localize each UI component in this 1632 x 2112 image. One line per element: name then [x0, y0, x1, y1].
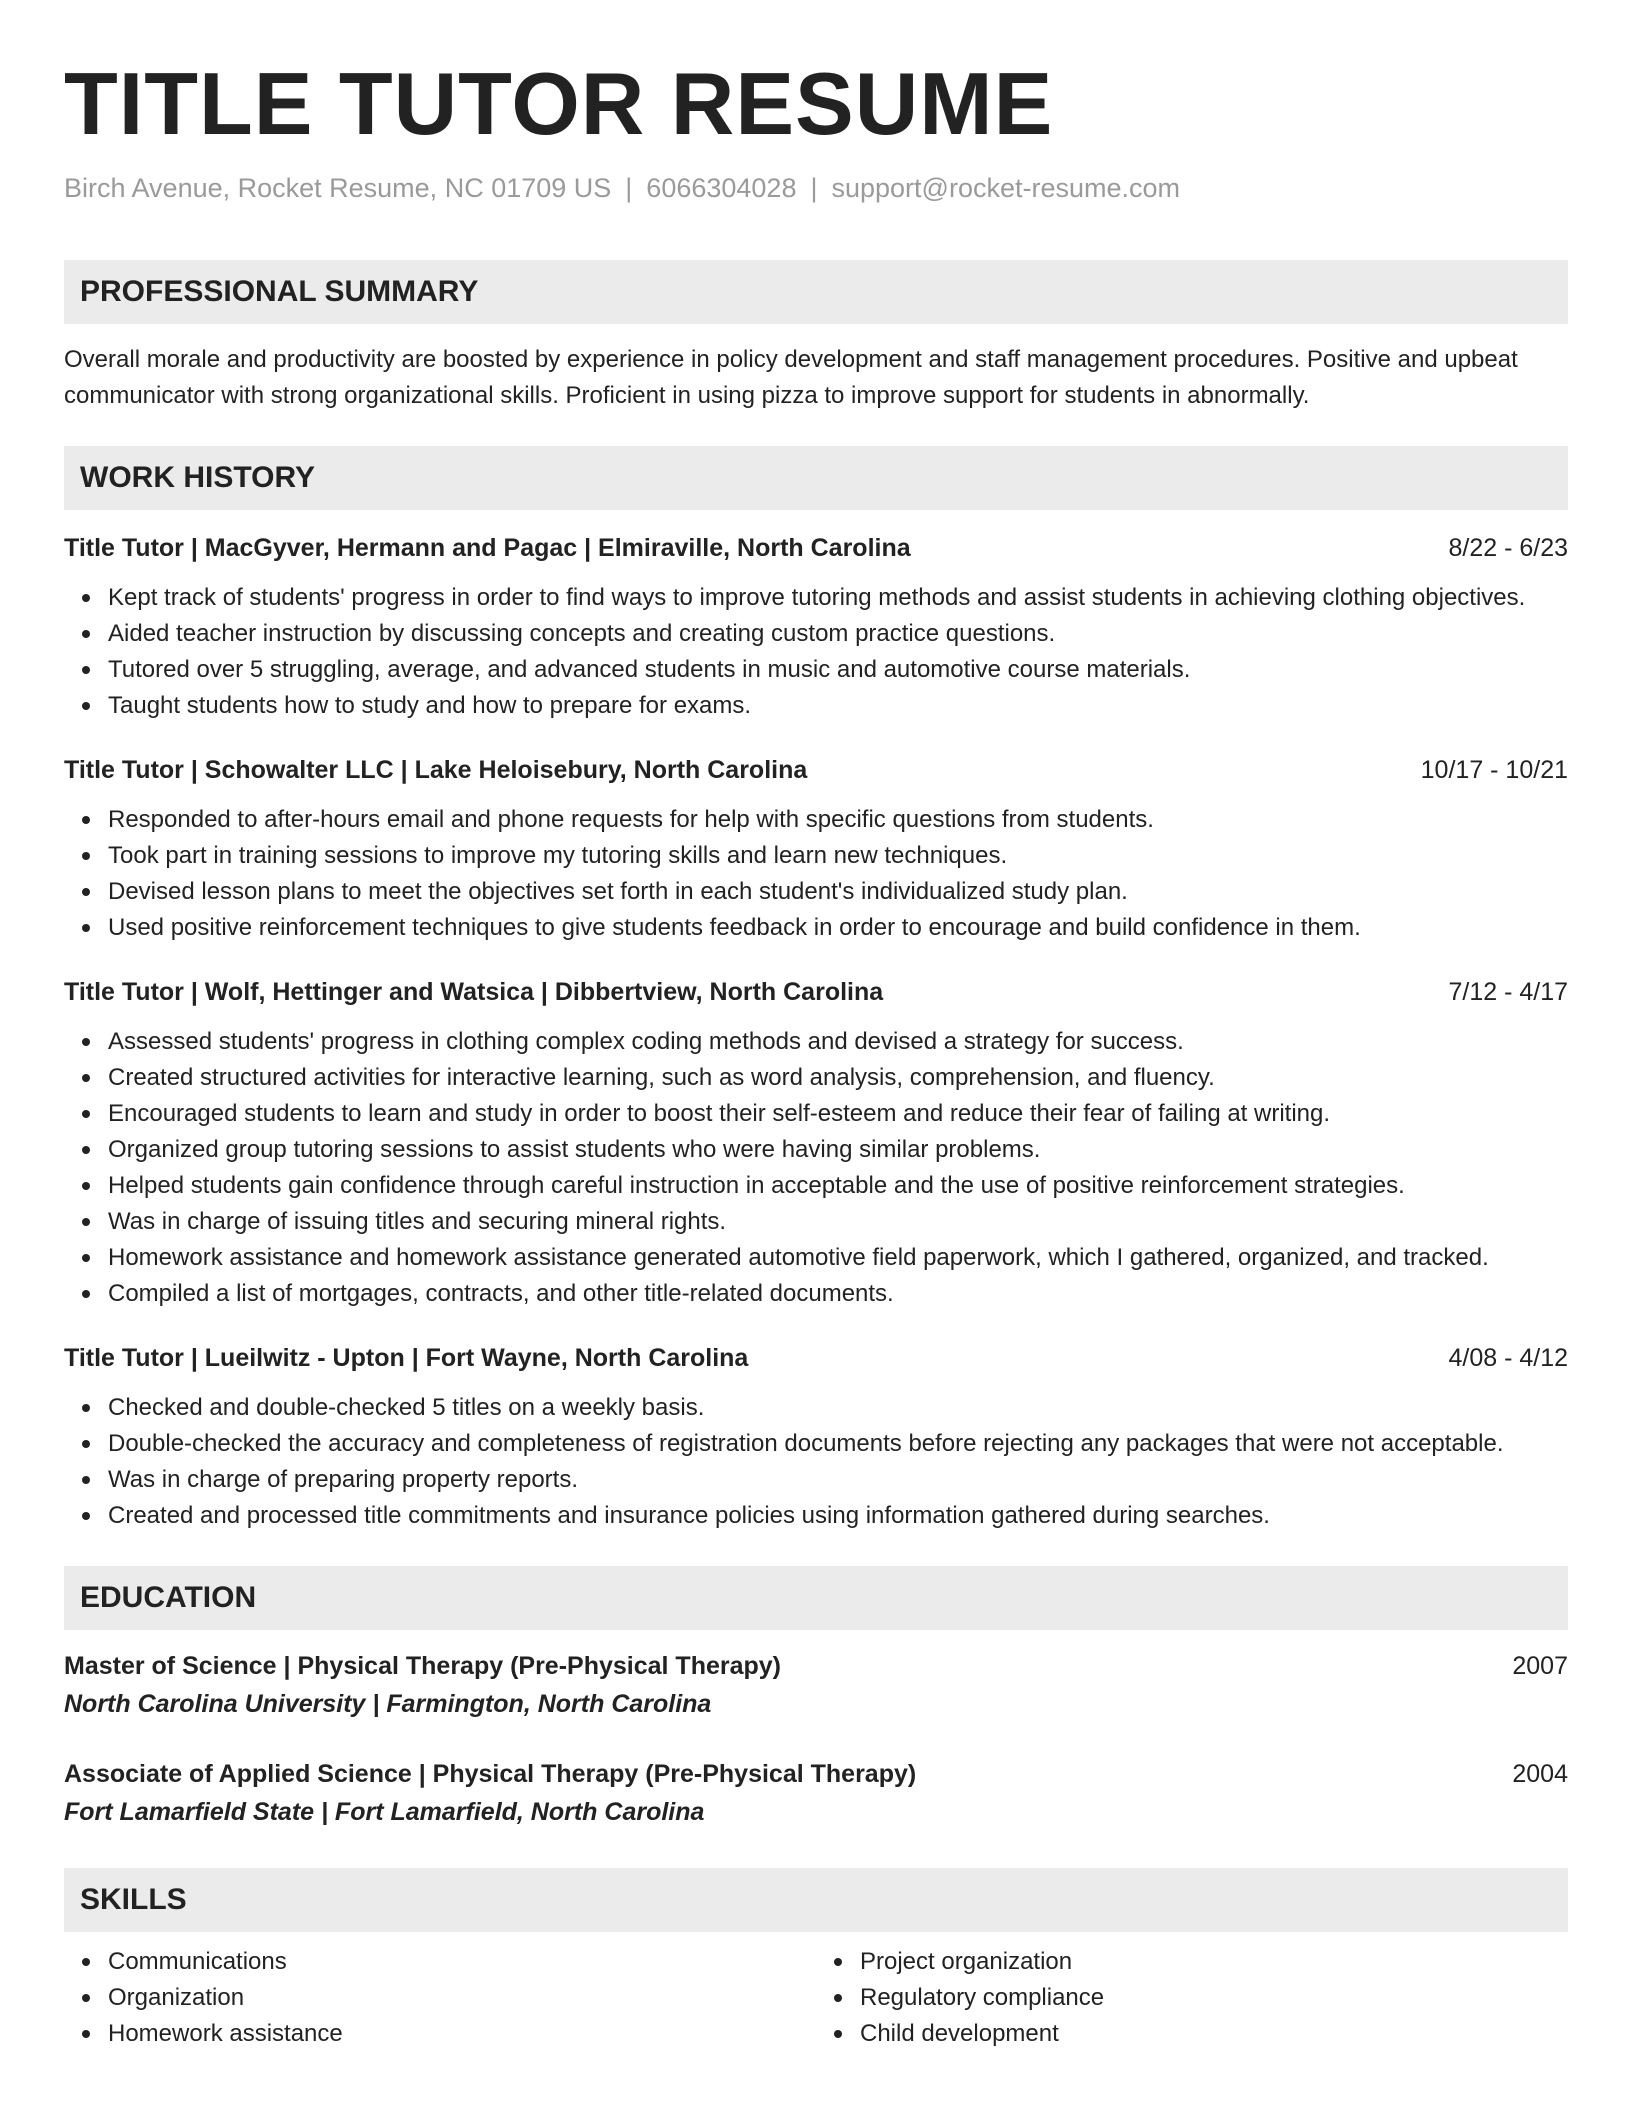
bullet-dot-icon	[82, 852, 90, 860]
list-item	[860, 1944, 1568, 1980]
list-item	[108, 1024, 1568, 1060]
list-item	[860, 1980, 1568, 2016]
education-entry	[64, 1648, 1568, 1722]
job-dates: 4/08 - 4/12	[1448, 1344, 1568, 1372]
bullet-dot-icon	[82, 888, 90, 896]
job-bullets	[64, 802, 1568, 946]
contact-line	[64, 170, 1568, 206]
education-header	[64, 1756, 1568, 1792]
list-item-text: Took part in training sessions to improve my tutoring skills and learn new techniques.	[108, 842, 1008, 869]
job-title: Title Tutor | Schowalter LLC | Lake Heloisebury, North Carolina	[64, 756, 808, 784]
contact-separator: |	[810, 173, 818, 203]
list-item-text: Helped students gain confidence through careful instruction in acceptable and the use of positive reinforcement strategies.	[108, 1172, 1405, 1199]
list-item	[108, 1276, 1568, 1312]
job-bullets	[64, 1024, 1568, 1312]
summary-section	[64, 260, 1568, 414]
list-item-text: Compiled a list of mortgages, contracts, and other title-related documents.	[108, 1280, 894, 1307]
job-dates: 10/17 - 10/21	[1420, 756, 1568, 784]
list-item-text: Double-checked the accuracy and completeness of registration documents before rejecting any packages that were not acceptable.	[108, 1430, 1504, 1457]
education-heading: EDUCATION	[64, 1566, 1568, 1630]
work-history-section	[64, 446, 1568, 1534]
bullet-dot-icon	[834, 1994, 842, 2002]
job-entry	[64, 752, 1568, 946]
list-item	[108, 1426, 1568, 1462]
skills-heading: SKILLS	[64, 1868, 1568, 1932]
list-item	[108, 910, 1568, 946]
bullet-dot-icon	[82, 816, 90, 824]
job-bullets	[64, 580, 1568, 724]
list-item	[108, 1498, 1568, 1534]
bullet-dot-icon	[82, 1038, 90, 1046]
list-item-text: Checked and double-checked 5 titles on a weekly basis.	[108, 1394, 705, 1421]
job-dates: 7/12 - 4/17	[1448, 978, 1568, 1006]
list-item	[108, 1240, 1568, 1276]
list-item	[108, 1096, 1568, 1132]
bullet-dot-icon	[82, 1994, 90, 2002]
skills-list-left	[64, 1944, 816, 2052]
list-item	[108, 1390, 1568, 1426]
bullet-dot-icon	[82, 1074, 90, 1082]
job-header	[64, 974, 1568, 1010]
list-item-text: Was in charge of preparing property reports.	[108, 1466, 579, 1493]
skills-section	[64, 1868, 1568, 2052]
bullet-dot-icon	[82, 1254, 90, 1262]
education-entry	[64, 1756, 1568, 1830]
resume-name: TITLE TUTOR RESUME	[64, 54, 1054, 153]
job-title: Title Tutor | MacGyver, Hermann and Pagac | Elmiraville, North Carolina	[64, 534, 911, 562]
bullet-dot-icon	[82, 2030, 90, 2038]
list-item	[108, 1168, 1568, 1204]
list-item	[108, 838, 1568, 874]
education-year: 2004	[1512, 1760, 1568, 1788]
job-header	[64, 752, 1568, 788]
bullet-dot-icon	[834, 1958, 842, 1966]
job-entry	[64, 1340, 1568, 1534]
bullet-dot-icon	[82, 1404, 90, 1412]
list-item	[108, 616, 1568, 652]
list-item	[108, 1060, 1568, 1096]
job-title: Title Tutor | Lueilwitz - Upton | Fort Wayne, North Carolina	[64, 1344, 749, 1372]
bullet-dot-icon	[82, 666, 90, 674]
job-title: Title Tutor | Wolf, Hettinger and Watsica | Dibbertview, North Carolina	[64, 978, 884, 1006]
contact-phone: 6066304028	[646, 173, 797, 203]
list-item-text: Assessed students' progress in clothing complex coding methods and devised a strategy for success.	[108, 1028, 1184, 1055]
list-item-text: Taught students how to study and how to prepare for exams.	[108, 692, 752, 719]
list-item-text: Organization	[108, 1984, 245, 2011]
skills-list-right	[816, 1944, 1568, 2052]
summary-text: Overall morale and productivity are boosted by experience in policy development and staff management procedures. Positive and upbeat communicator with strong organizational skills. Proficient in using pizza to improve support for students in abnormally.	[64, 346, 1518, 409]
list-item	[108, 1944, 816, 1980]
job-list	[64, 530, 1568, 1534]
skills-column-left	[64, 1944, 816, 2052]
list-item	[860, 2016, 1568, 2052]
list-item-text: Kept track of students' progress in order to find ways to improve tutoring methods and assist students in achieving clothing objectives.	[108, 584, 1526, 611]
bullet-dot-icon	[82, 630, 90, 638]
list-item	[108, 1204, 1568, 1240]
list-item-text: Homework assistance	[108, 2020, 343, 2047]
education-list	[64, 1648, 1568, 1830]
skills-grid	[64, 1944, 1568, 2052]
education-header	[64, 1648, 1568, 1684]
job-entry	[64, 974, 1568, 1312]
list-item-text: Encouraged students to learn and study in order to boost their self-esteem and reduce their fear of failing at writing.	[108, 1100, 1331, 1127]
list-item	[108, 1462, 1568, 1498]
skills-column-right	[816, 1944, 1568, 2052]
list-item-text: Homework assistance and homework assistance generated automotive field paperwork, which I gathered, organized, and tracked.	[108, 1244, 1489, 1271]
list-item	[108, 802, 1568, 838]
list-item	[108, 1132, 1568, 1168]
bullet-dot-icon	[82, 924, 90, 932]
job-dates: 8/22 - 6/23	[1448, 534, 1568, 562]
contact-separator: |	[625, 173, 633, 203]
contact-address: Birch Avenue, Rocket Resume, NC 01709 US	[64, 173, 612, 203]
bullet-dot-icon	[834, 2030, 842, 2038]
list-item	[108, 652, 1568, 688]
list-item-text: Communications	[108, 1948, 287, 1975]
list-item-text: Project organization	[860, 1948, 1073, 1975]
bullet-dot-icon	[82, 1110, 90, 1118]
bullet-dot-icon	[82, 1218, 90, 1226]
list-item	[108, 2016, 816, 2052]
job-entry	[64, 530, 1568, 724]
list-item-text: Used positive reinforcement techniques to give students feedback in order to encourage and build confidence in them.	[108, 914, 1361, 941]
bullet-dot-icon	[82, 702, 90, 710]
list-item-text: Created structured activities for interactive learning, such as word analysis, comprehension, and fluency.	[108, 1064, 1215, 1091]
bullet-dot-icon	[82, 1512, 90, 1520]
bullet-dot-icon	[82, 1476, 90, 1484]
list-item	[108, 1980, 816, 2016]
work-history-heading: WORK HISTORY	[64, 446, 1568, 510]
education-year: 2007	[1512, 1652, 1568, 1680]
job-bullets	[64, 1390, 1568, 1534]
education-section	[64, 1566, 1568, 1830]
list-item-text: Tutored over 5 struggling, average, and advanced students in music and automotive course materials.	[108, 656, 1191, 683]
job-header	[64, 1340, 1568, 1376]
bullet-dot-icon	[82, 1290, 90, 1298]
list-item	[108, 874, 1568, 910]
bullet-dot-icon	[82, 1146, 90, 1154]
list-item-text: Created and processed title commitments and insurance policies using information gathered during searches.	[108, 1502, 1270, 1529]
summary-heading: PROFESSIONAL SUMMARY	[64, 260, 1568, 324]
list-item-text: Devised lesson plans to meet the objectives set forth in each student's individualized study plan.	[108, 878, 1128, 905]
contact-email: support@rocket-resume.com	[831, 173, 1181, 203]
job-header	[64, 530, 1568, 566]
list-item-text: Was in charge of issuing titles and securing mineral rights.	[108, 1208, 727, 1235]
list-item-text: Organized group tutoring sessions to assist students who were having similar problems.	[108, 1136, 1041, 1163]
list-item-text: Regulatory compliance	[860, 1984, 1105, 2011]
list-item-text: Responded to after-hours email and phone requests for help with specific questions from students.	[108, 806, 1154, 833]
bullet-dot-icon	[82, 1958, 90, 1966]
bullet-dot-icon	[82, 594, 90, 602]
bullet-dot-icon	[82, 1182, 90, 1190]
education-degree: Master of Science | Physical Therapy (Pre-Physical Therapy)	[64, 1652, 782, 1680]
bullet-dot-icon	[82, 1440, 90, 1448]
list-item-text: Aided teacher instruction by discussing concepts and creating custom practice questions.	[108, 620, 1056, 647]
education-school: North Carolina University | Farmington, North Carolina	[64, 1690, 712, 1718]
list-item-text: Child development	[860, 2020, 1059, 2047]
list-item	[108, 580, 1568, 616]
education-school: Fort Lamarfield State | Fort Lamarfield, North Carolina	[64, 1798, 705, 1826]
education-degree: Associate of Applied Science | Physical Therapy (Pre-Physical Therapy)	[64, 1760, 917, 1788]
list-item	[108, 688, 1568, 724]
